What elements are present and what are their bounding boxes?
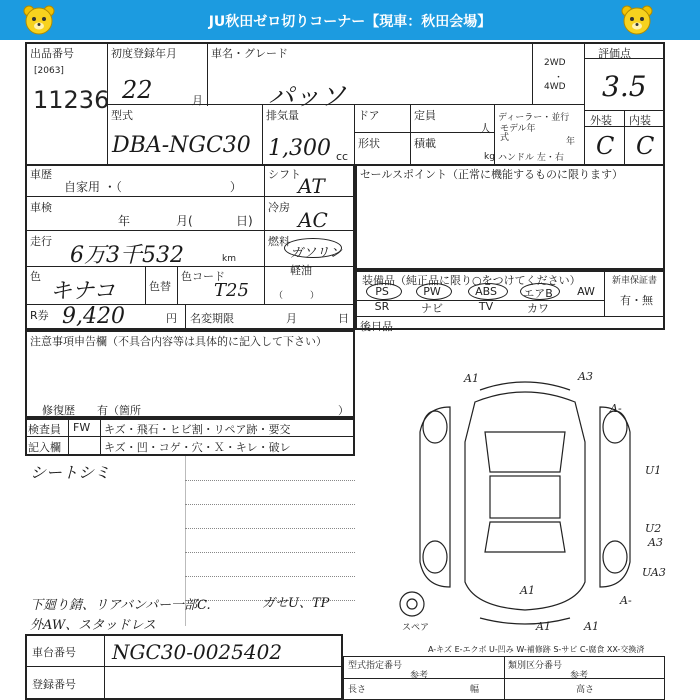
inspection-label: 車検 — [30, 201, 52, 214]
mark-a1: A1 — [464, 372, 479, 385]
comment-line1: シートシミ — [30, 463, 111, 482]
car-name: パッソ — [268, 82, 347, 112]
reg-label: 初度登録年月 — [111, 47, 177, 60]
equip-navi: ナビ — [421, 302, 443, 315]
ref-label-2: 参考 — [570, 671, 589, 681]
equip-pw: PW — [423, 285, 441, 298]
plate-label: 登録番号 — [32, 678, 76, 691]
handle-label: ハンドル 左・右 — [498, 153, 564, 163]
model-value: DBA-NGC30 — [112, 133, 251, 158]
recycle-value: 9,420 — [62, 304, 125, 329]
dealer-label: ディーラー・並行 — [498, 113, 570, 123]
banner-title: JU秋田ゼロ切りコーナー【現車：秋田会場】 — [208, 14, 492, 30]
kg-unit: kg — [484, 152, 495, 162]
persons-unit: 人 — [480, 122, 491, 135]
recycle-unit: 円 — [166, 312, 177, 325]
history-label: 車歴 — [30, 168, 52, 181]
year-unit: 年 — [566, 137, 576, 147]
repair-history: 修復歴 有（箇所 — [42, 404, 141, 417]
load-label: 積載 — [414, 137, 436, 150]
equip-leather: カワ — [527, 302, 549, 315]
entry-label: 記入欄 — [28, 441, 61, 454]
repair-end: ） — [338, 404, 349, 417]
reg-year: 22 — [122, 76, 153, 104]
engine-value: 1,300 — [268, 136, 331, 161]
width-label: 幅 — [470, 685, 480, 695]
int-grade: C — [636, 132, 655, 160]
equip-ps: PS — [375, 285, 389, 298]
height-label: 高さ — [576, 685, 595, 695]
mark-a1-corner: A1 — [584, 620, 599, 632]
equip-tv: TV — [478, 300, 494, 313]
shift-value: AT — [298, 174, 325, 198]
fuel-label: 燃料 — [268, 235, 290, 248]
equip-aw: AW — [577, 285, 595, 298]
door-label: ドア — [358, 109, 380, 122]
ref-label-1: 参考 — [410, 671, 429, 681]
inspector-label: 検査員 — [28, 423, 61, 436]
notes-label: 注意事項申告欄（不具合内容等は具体的に記入して下さい） — [30, 335, 327, 348]
color-code: T25 — [214, 280, 249, 301]
length-label: 長さ — [348, 685, 367, 695]
chassis-value: NGC30-0025402 — [112, 640, 283, 664]
chassis-label: 車台番号 — [32, 646, 76, 659]
mark-u2: U2 — [645, 522, 662, 535]
model-label: 型式 — [111, 109, 133, 122]
legend-codes: A-キズ E-エクボ U-凹み W-補修跡 S-サビ C-腐食 XX-交換済 — [428, 645, 645, 654]
mark-a: A- — [610, 402, 622, 415]
mileage-value: 6万3千532 — [70, 243, 184, 268]
lot-label: 出品番号 — [30, 47, 74, 60]
comment-line2: 下廻り錆、リアバンパー一部C. — [30, 598, 211, 613]
warranty-label: 新車保証書 — [612, 276, 658, 286]
color-value: キナコ — [50, 279, 116, 304]
inspection-month: 月( — [176, 214, 193, 228]
change-month: 月 — [286, 312, 297, 325]
equip-circle — [416, 283, 452, 300]
equip-sr: SR — [374, 300, 390, 313]
shape-label: 形状 — [358, 137, 380, 150]
shift-label: シフト — [268, 168, 301, 181]
class-number-label: 類別区分番号 — [508, 661, 563, 671]
drive-2wd: 2WD — [544, 58, 566, 68]
int-label: 内装 — [629, 114, 651, 127]
change-label: 名変期限 — [190, 312, 234, 325]
equip-circle — [468, 283, 508, 300]
score-value: 3.5 — [602, 70, 647, 103]
type-number-label: 型式指定番号 — [348, 661, 403, 671]
equipment-label: 装備品（純正品に限り○をつけてください） — [362, 274, 581, 287]
drive-sep: ・ — [554, 73, 564, 83]
legend-row2: キズ・凹・コゲ・穴・Ｘ・キレ・破レ — [104, 441, 291, 454]
mark-u1: U1 — [645, 464, 662, 477]
legend-row1: キズ・飛石・ヒビ割・リペア跡・要交 — [104, 423, 291, 436]
fw-label: FW — [73, 421, 91, 434]
mark-a1-rear: A1 — [520, 584, 535, 597]
spare-label: スペア — [402, 623, 430, 633]
equip-circle — [366, 283, 402, 300]
warranty-value: 有・無 — [620, 294, 653, 307]
mark-a3: A3 — [578, 372, 593, 383]
equip-airbag: エアB — [523, 287, 553, 300]
change-day: 日 — [338, 312, 349, 325]
equip-abs: ABS — [475, 285, 497, 298]
car-diagram — [380, 372, 670, 632]
color-change: 色替 — [149, 280, 171, 293]
mark-ua3: UA3 — [642, 566, 666, 579]
reg-month-unit: 月 — [192, 94, 203, 107]
model-year-label: モデル年式 — [500, 124, 536, 143]
engine-label: 排気量 — [266, 109, 299, 122]
mark-a3b: A3 — [648, 536, 663, 549]
inspection-day: 日) — [236, 214, 253, 228]
car-label: 車名・グレード — [211, 47, 288, 60]
color-code-label: 色コード — [181, 270, 225, 283]
drive-4wd: 4WD — [544, 82, 566, 92]
mileage-unit: km — [222, 254, 236, 264]
ext-grade: C — [596, 132, 615, 160]
color-label: 色 — [30, 270, 41, 283]
comment-line2b: ガセU、TP — [262, 596, 330, 611]
lot-code: [2063] — [34, 66, 64, 76]
capacity-label: 定員 — [414, 109, 436, 122]
ext-label: 外装 — [590, 114, 612, 127]
ac-label: 冷房 — [268, 201, 290, 214]
comment-line3: 外AW、スタッドレス — [30, 618, 156, 633]
fuel-gas: ガソリン — [290, 246, 343, 261]
score-label: 評価点 — [598, 47, 631, 60]
recycle-label: R券 — [30, 309, 49, 322]
mark-a-rear: A- — [620, 594, 632, 607]
mileage-label: 走行 — [30, 235, 52, 248]
engine-unit: cc — [336, 150, 349, 163]
fuel-circle — [284, 238, 342, 258]
history-value: 自家用 ・（ ） — [64, 180, 242, 194]
ac-value: AC — [298, 208, 328, 232]
lot-number: 11236 — [33, 86, 110, 114]
fuel-diesel: 軽油 — [290, 264, 312, 277]
equip-circle — [520, 283, 560, 300]
sales-label: セールスポイント（正常に機能するものに限ります） — [360, 168, 624, 181]
rear-label: 後日品 — [360, 320, 393, 333]
inspection-year: 年 — [118, 214, 131, 228]
mark-a1-bottom: A1 — [536, 620, 551, 632]
fuel-paren: （ ） — [274, 291, 320, 301]
